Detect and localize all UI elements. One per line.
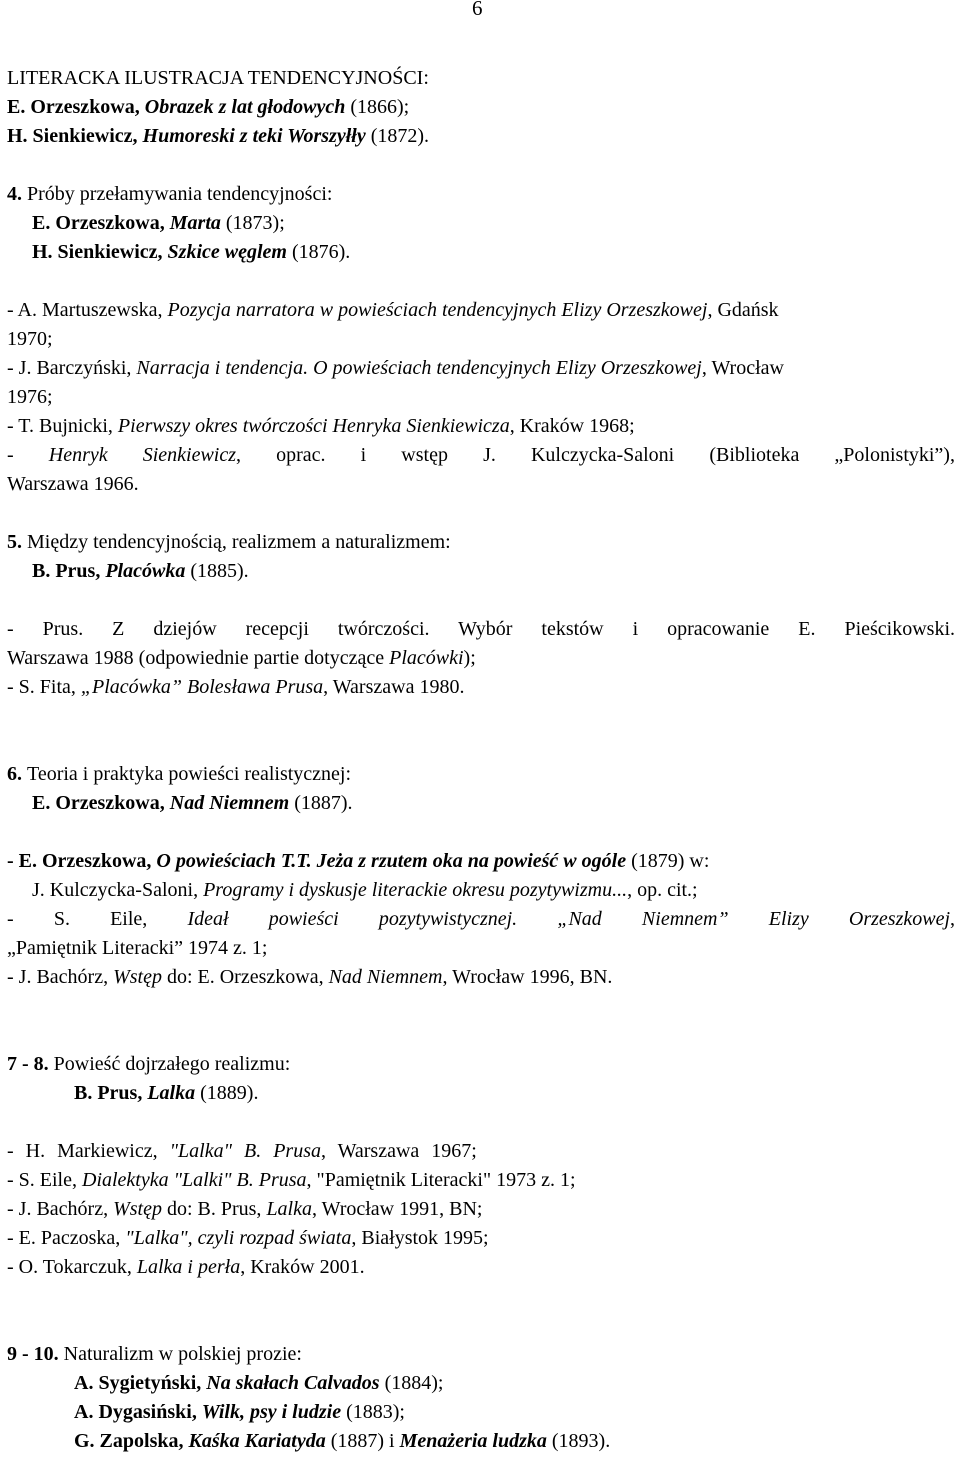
text-span: (1879) w: (626, 850, 710, 872)
text-span: (1866); (345, 96, 410, 118)
text-span: , oprac. i wstęp J. Kulczycka-Saloni (Biblioteka „Polonistyki”), (236, 444, 955, 466)
text-span: 1976; (7, 386, 53, 408)
text-span: do: E. Orzeszkowa, (161, 966, 329, 988)
text-span: Wilk, psy i ludzie (201, 1401, 342, 1423)
text-span: , Wrocław 1996, BN. (442, 966, 613, 988)
text-line (7, 209, 955, 238)
spacer (7, 151, 955, 180)
text-span: (1887). (289, 792, 353, 814)
text-line (7, 760, 955, 789)
text-span: , Kraków 2001. (240, 1256, 365, 1278)
text-span: Humoreski z teki Worszyłły (142, 125, 366, 147)
spacer (7, 586, 955, 615)
text-span: Marta (169, 212, 221, 234)
text-span: Wstęp (113, 1198, 162, 1220)
text-span: H. Sienkiewicz, (32, 241, 168, 263)
text-span: (1873); (220, 212, 285, 234)
text-span: Henryk Sienkiewicz (48, 444, 237, 466)
text-span: Nad Niemnem (328, 966, 443, 988)
text-span: - A. Martuszewska, (7, 299, 168, 321)
text-line (7, 934, 955, 963)
text-span: J. Kulczycka-Saloni, (32, 879, 204, 901)
text-span (206, 1372, 379, 1394)
text-line (7, 615, 955, 644)
spacer (7, 267, 955, 296)
text-span: - E. Paczoska, (7, 1227, 126, 1249)
text-span (202, 1401, 341, 1423)
text-span: , Białystok 1995; (351, 1227, 489, 1249)
text-line (7, 180, 955, 209)
text-span: B. Prus, (32, 560, 106, 582)
text-span (400, 1430, 547, 1452)
text-span (105, 560, 185, 582)
text-span: "Lalka" B. Prusa (169, 1140, 321, 1162)
text-line (7, 354, 955, 383)
text-span: Powieść dojrzałego realizmu: (53, 1053, 291, 1075)
text-span: Pozycja narratora w powieściach tendencyjnych Elizy Orzeszkowej (167, 299, 708, 321)
text-line (7, 847, 955, 876)
text-span: , (950, 908, 955, 930)
text-span: Placówka (105, 560, 186, 582)
text-span: - T. Bujnicki, (7, 415, 118, 437)
text-span: (1884); (379, 1372, 444, 1394)
text-span: - Prus. Z dziejów recepcji twórczości. Wybór tekstów i opracowanie E. Pieścikowski. (7, 618, 955, 640)
text-span: „Pamiętnik Literacki” 1974 z. 1; (7, 937, 268, 959)
text-span: (1887) i (325, 1430, 400, 1452)
text-span: Kaśka Kariatyda (188, 1430, 326, 1452)
text-span: Naturalizm w polskiej prozie: (63, 1343, 302, 1365)
text-span: 5. (7, 531, 27, 553)
text-span: - S. Eile, (7, 908, 188, 930)
text-span (170, 792, 289, 814)
text-span: Warszawa 1966. (7, 473, 139, 495)
text-line (7, 1166, 955, 1195)
text-span: E. Orzeszkowa, (32, 792, 170, 814)
text-span (170, 212, 221, 234)
text-span: LITERACKA ILUSTRACJA TENDENCYJNOŚCI: (7, 67, 429, 89)
text-span (147, 1082, 195, 1104)
text-span: (1889). (195, 1082, 259, 1104)
text-line (7, 325, 955, 354)
page-number: 6 (472, 0, 483, 20)
text-line (7, 673, 955, 702)
text-span: Nad Niemnem (169, 792, 290, 814)
text-line (7, 528, 955, 557)
text-line (7, 1369, 955, 1398)
text-span: (1872). (365, 125, 430, 147)
text-span: - S. Eile, (7, 1169, 82, 1191)
text-line (7, 64, 955, 93)
text-line (7, 1427, 955, 1456)
spacer (7, 499, 955, 528)
text-span: Lalka i perła (136, 1256, 241, 1278)
text-line (7, 296, 955, 325)
spacer (7, 1282, 955, 1340)
text-line (7, 789, 955, 818)
text-line (7, 1224, 955, 1253)
text-span: H. Sienkiewicz, (7, 125, 143, 147)
text-span (143, 125, 366, 147)
text-span: 4. (7, 183, 27, 205)
text-span: Warszawa 1988 (odpowiednie partie dotyczące (7, 647, 390, 669)
text-span: Między tendencyjnością, realizmem a naturalizmem: (27, 531, 451, 553)
text-line (7, 963, 955, 992)
text-span: - J. Barczyński, (7, 357, 137, 379)
text-span (145, 96, 346, 118)
text-line (7, 238, 955, 267)
text-span: - J. Bachórz, (7, 966, 114, 988)
text-line (7, 122, 955, 151)
text-span: - H. Markiewicz, (7, 1140, 170, 1162)
text-span: do: B. Prus, (161, 1198, 267, 1220)
text-line (7, 1253, 955, 1282)
text-span: "Lalka", czyli rozpad świata (125, 1227, 352, 1249)
text-span: (1876). (286, 241, 351, 263)
text-span: 7 - 8. (7, 1053, 54, 1075)
spacer (7, 702, 955, 760)
text-span: Na skałach Calvados (206, 1372, 380, 1394)
text-span: (1893). (546, 1430, 611, 1452)
text-span: A. Sygietyński, (74, 1372, 207, 1394)
text-span: , "Pamiętnik Literacki" 1973 z. 1; (306, 1169, 576, 1191)
text-span: Dialektyka "Lalki" B. Prusa (82, 1169, 307, 1191)
text-span: 9 - 10. (7, 1343, 64, 1365)
text-span: - J. Bachórz, (7, 1198, 114, 1220)
text-line (7, 412, 955, 441)
text-span: , Gdańsk (707, 299, 779, 321)
text-line (7, 557, 955, 586)
text-span: Próby przełamywania tendencyjności: (27, 183, 333, 205)
text-line (7, 876, 955, 905)
text-span: Menażeria ludzka (399, 1430, 547, 1452)
text-span: Szkice węglem (167, 241, 287, 263)
text-span: E. Orzeszkowa, (7, 96, 145, 118)
text-span: - E. Orzeszkowa, (7, 850, 157, 872)
spacer (7, 818, 955, 847)
text-span: A. Dygasiński, (74, 1401, 202, 1423)
text-span: Obrazek z lat głodowych (144, 96, 346, 118)
text-line (7, 905, 955, 934)
text-span: Programy i dyskusje literackie okresu pozytywizmu... (203, 879, 628, 901)
text-span: (1883); (341, 1401, 405, 1423)
text-span: Lalka (147, 1082, 196, 1104)
text-span: , Warszawa 1980. (323, 676, 465, 698)
text-line (7, 1398, 955, 1427)
text-span: (1885). (185, 560, 249, 582)
text-span: Narracja i tendencja. O powieściach tendencyjnych Elizy Orzeszkowej (136, 357, 702, 379)
text-span: Placówki (389, 647, 464, 669)
text-span: Lalka (266, 1198, 312, 1220)
text-span: - O. Tokarczuk, (7, 1256, 137, 1278)
text-span: 6. (7, 763, 27, 785)
document-body (7, 64, 955, 1456)
text-line (7, 1079, 955, 1108)
text-span: Pierwszy okres twórczości Henryka Sienkiewicza (117, 415, 510, 437)
spacer (7, 992, 955, 1050)
text-span: B. Prus, (74, 1082, 148, 1104)
text-span: - (7, 444, 49, 466)
text-span: Ideał powieści pozytywistycznej. „Nad Niemnem” Elizy Orzeszkowej (187, 908, 950, 930)
text-line (7, 1340, 955, 1369)
text-line (7, 1195, 955, 1224)
spacer (7, 1108, 955, 1137)
text-span: „Placówka” Bolesława Prusa (80, 676, 324, 698)
text-span (168, 241, 287, 263)
text-span: , Wrocław 1991, BN; (312, 1198, 483, 1220)
text-span (156, 850, 626, 872)
text-span: , op. cit.; (627, 879, 698, 901)
text-span: E. Orzeszkowa, (32, 212, 170, 234)
text-line (7, 383, 955, 412)
text-line (7, 470, 955, 499)
text-span: - S. Fita, (7, 676, 81, 698)
text-span: O powieściach T.T. Jeża z rzutem oka na powieść w ogóle (156, 850, 627, 872)
text-line (7, 93, 955, 122)
text-line (7, 1137, 955, 1166)
text-span: Wstęp (113, 966, 162, 988)
text-line (7, 644, 955, 673)
text-span: G. Zapolska, (74, 1430, 189, 1452)
text-line (7, 441, 955, 470)
text-line (7, 1050, 955, 1079)
text-span (188, 1430, 325, 1452)
text-span: ); (463, 647, 476, 669)
text-span: , Warszawa 1967; (320, 1140, 477, 1162)
text-span: , Kraków 1968; (509, 415, 635, 437)
text-span: , Wrocław (701, 357, 784, 379)
text-span: Teoria i praktyka powieści realistycznej: (27, 763, 352, 785)
text-span: 1970; (7, 328, 53, 350)
